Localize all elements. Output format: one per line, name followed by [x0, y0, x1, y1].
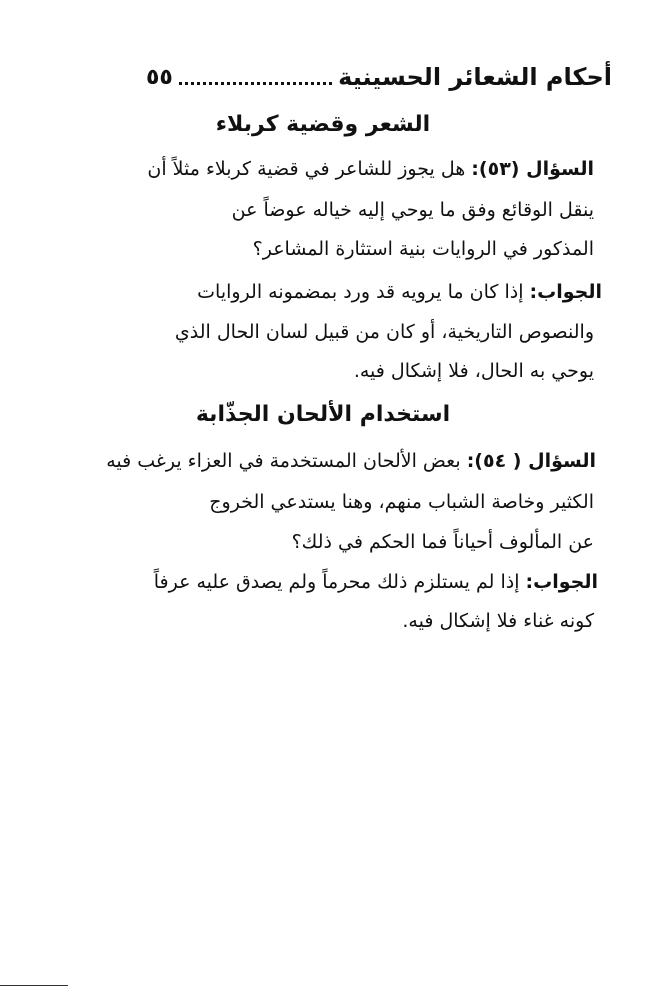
question-54-line-2: الكثير وخاصة الشباب منهم، وهنا يستدعي الخروج — [209, 491, 594, 513]
question-54-text-1: بعض الألحان المستخدمة في العزاء يرغب فيه — [106, 450, 461, 472]
answer-53-label: الجواب: — [529, 281, 602, 303]
answer-53-line-1 — [197, 283, 602, 302]
answer-53-text-1: إذا كان ما يرويه قد ورد بمضمونه الروايات — [197, 281, 524, 303]
answer-53-line-3: يوحي به الحال، فلا إشكال فيه. — [353, 360, 594, 382]
section-title-melodies: استخدام الألحان الجذّابة — [195, 402, 451, 427]
running-title: أحكام الشعائر الحسينية — [338, 63, 612, 91]
page-number: ٥٥ — [146, 64, 173, 90]
answer-53-line-2: والنصوص التاريخية، أو كان من قبيل لسان الحال الذي — [174, 321, 594, 343]
page-header — [146, 60, 612, 94]
question-53-label: السؤال (٥٣): — [471, 158, 594, 180]
question-53-line-3: المذكور في الروايات بنية استثارة المشاعر؟ — [252, 238, 594, 260]
question-54-line-3: عن المألوف أحياناً فما الحكم في ذلك؟ — [291, 531, 594, 553]
question-53-text-1: هل يجوز للشاعر في قضية كربلاء مثلاً أن — [147, 158, 466, 180]
answer-54-text-1: إذا لم يستلزم ذلك محرماً ولم يصدق عليه عرفاً — [153, 571, 520, 593]
question-53-line-2: ينقل الوقائع وفق ما يوحي إليه خياله عوضاً عن — [231, 199, 594, 221]
answer-54-line-2: كونه غناء فلا إشكال فيه. — [402, 610, 594, 632]
question-53-line-1 — [147, 160, 594, 179]
answer-54-label: الجواب: — [525, 571, 598, 593]
answer-54-line-1 — [154, 573, 598, 592]
bottom-rule — [0, 985, 68, 986]
section-title-poetry-karbala: الشعر وقضية كربلاء — [215, 112, 431, 137]
header-dot-leader — [179, 82, 332, 85]
question-54-label: السؤال ( ٥٤): — [466, 450, 596, 472]
question-54-line-1 — [106, 452, 596, 471]
